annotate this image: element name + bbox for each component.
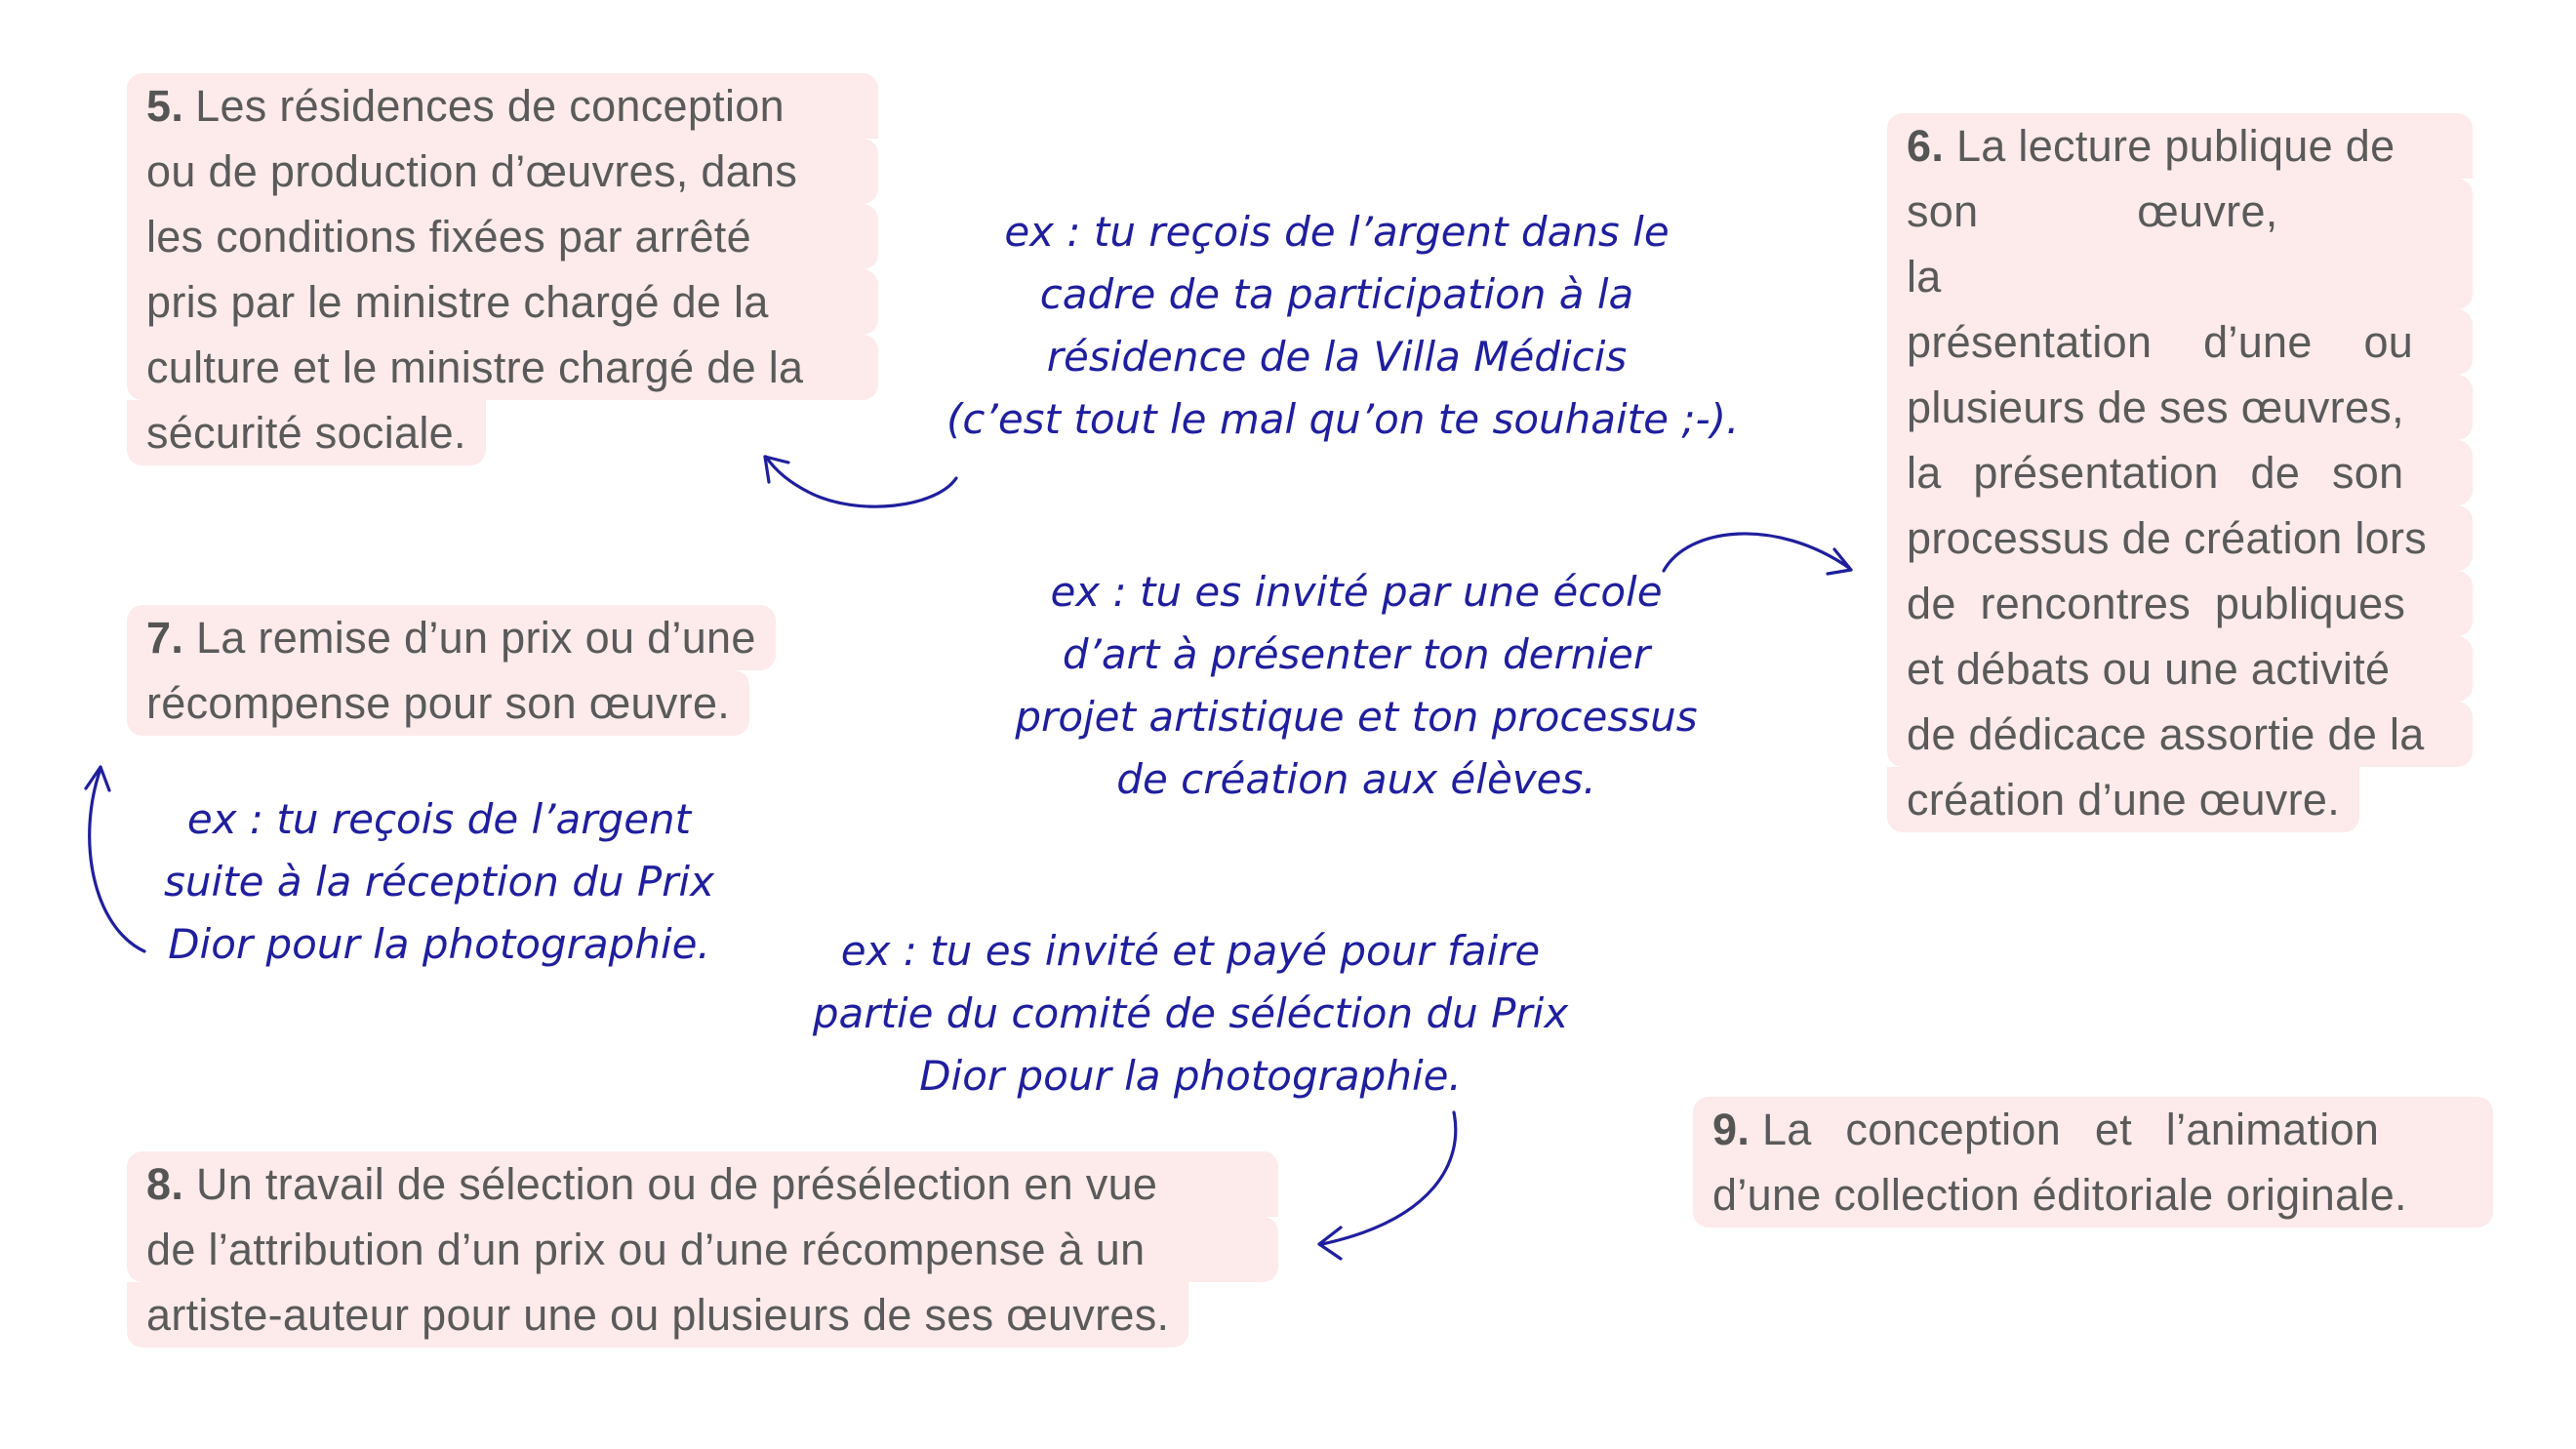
item-5 <box>127 73 878 465</box>
item-8-text-3: artiste-auteur pour une ou plusieurs de ses œuvres. <box>127 1282 1188 1348</box>
item-6-text-2: son œuvre, la <box>1907 186 2278 302</box>
item-7 <box>127 605 829 736</box>
item-5-text-4: pris par le ministre chargé de la <box>146 277 769 327</box>
example-7-line-1: ex : tu reçois de l’argent <box>186 795 692 843</box>
example-5-line-2: cadre de ta participation à la <box>1039 270 1634 318</box>
item-6-text-10: création d’une œuvre. <box>1887 767 2359 832</box>
item-5-line-2 <box>127 139 878 204</box>
example-6-line-1: ex : tu es invité par une école <box>1050 568 1663 616</box>
item-8-line-1 <box>127 1151 1278 1217</box>
example-7-line-3: Dior pour la photographie. <box>168 920 710 968</box>
item-8 <box>127 1151 1278 1348</box>
item-8-number: 8. <box>146 1159 184 1209</box>
item-9-text-1: La conception et l’animation <box>1761 1105 2380 1154</box>
example-6-line-3: projet artistique et ton processus <box>1015 693 1698 741</box>
item-5-line-5 <box>127 335 878 400</box>
item-6-line-6 <box>1887 505 2473 571</box>
item-6-line-1 <box>1887 113 2473 179</box>
item-5-text-5: culture et le ministre chargé de la <box>146 342 804 392</box>
example-6-line-2: d’art à présenter ton dernier <box>1062 630 1651 678</box>
item-5-line-4 <box>127 269 878 335</box>
item-5-number: 5. <box>146 81 184 131</box>
item-6 <box>1887 113 2473 832</box>
item-6-line-7 <box>1887 571 2473 636</box>
example-8-line-2: partie du comité de séléction du Prix <box>812 989 1569 1037</box>
item-9-text-2: d’une collection éditoriale originale. <box>1712 1170 2407 1220</box>
item-8-text-1: Un travail de sélection ou de présélection en vue <box>195 1159 1158 1209</box>
example-8-line-1: ex : tu es invité et payé pour faire <box>840 927 1541 975</box>
item-6-text-9: de dédicace assortie de la <box>1907 709 2425 759</box>
arrow-to-item-8 <box>1319 1112 1456 1259</box>
item-6-text-4: plusieurs de ses œuvres, <box>1907 382 2404 432</box>
item-6-text-3: présentation d’une ou <box>1907 317 2414 367</box>
item-6-text-5: la présentation de son <box>1907 448 2404 498</box>
item-6-line-5 <box>1887 440 2473 505</box>
item-6-number: 6. <box>1907 121 1945 171</box>
example-8-line-3: Dior pour la photographie. <box>919 1052 1462 1100</box>
example-8 <box>800 920 1581 1107</box>
example-6 <box>976 561 1737 811</box>
item-6-text-6: processus de création lors <box>1907 513 2428 563</box>
item-5-text-3: les conditions fixées par arrêté <box>146 212 751 262</box>
item-6-text-1: La lecture publique de <box>1955 121 2395 171</box>
example-5-line-3: résidence de la Villa Médicis <box>1046 333 1628 381</box>
example-7 <box>146 788 732 976</box>
item-5-line-3 <box>127 204 878 269</box>
item-6-text-8: et débats ou une activité <box>1907 644 2391 694</box>
item-9-box <box>1693 1097 2493 1228</box>
item-6-line-9 <box>1887 702 2473 767</box>
item-6-text-7: de rencontres publiques <box>1907 579 2406 628</box>
example-5 <box>946 201 1740 451</box>
example-5-line-4: (c’est tout le mal qu’on te souhaite ;-). <box>946 395 1740 443</box>
item-7-text-2: récompense pour son œuvre. <box>127 670 749 736</box>
item-9 <box>1693 1097 2493 1228</box>
item-6-line-8 <box>1887 636 2473 702</box>
item-7-number: 7. <box>146 613 184 663</box>
item-5-line-1 <box>127 73 878 139</box>
example-6-line-4: de création aux élèves. <box>1116 755 1596 803</box>
example-7-line-2: suite à la réception du Prix <box>164 858 714 906</box>
item-8-text-2: de l’attribution d’un prix ou d’une récompense à un <box>146 1225 1146 1274</box>
item-6-line-2 <box>1887 179 2473 309</box>
item-7-text-1: La remise d’un prix ou d’une <box>195 613 756 663</box>
item-5-text-1: Les résidences de conception <box>195 81 785 131</box>
arrow-to-item-7 <box>86 767 144 951</box>
item-6-line-4 <box>1887 375 2473 440</box>
item-5-text-6: sécurité sociale. <box>127 400 486 465</box>
item-6-line-3 <box>1887 309 2473 375</box>
item-8-line-2 <box>127 1217 1278 1282</box>
item-9-number: 9. <box>1712 1105 1751 1154</box>
example-5-line-1: ex : tu reçois de l’argent dans le <box>1004 208 1670 256</box>
item-7-line-1 <box>127 605 776 670</box>
item-5-text-2: ou de production d’œuvres, dans <box>146 146 798 196</box>
